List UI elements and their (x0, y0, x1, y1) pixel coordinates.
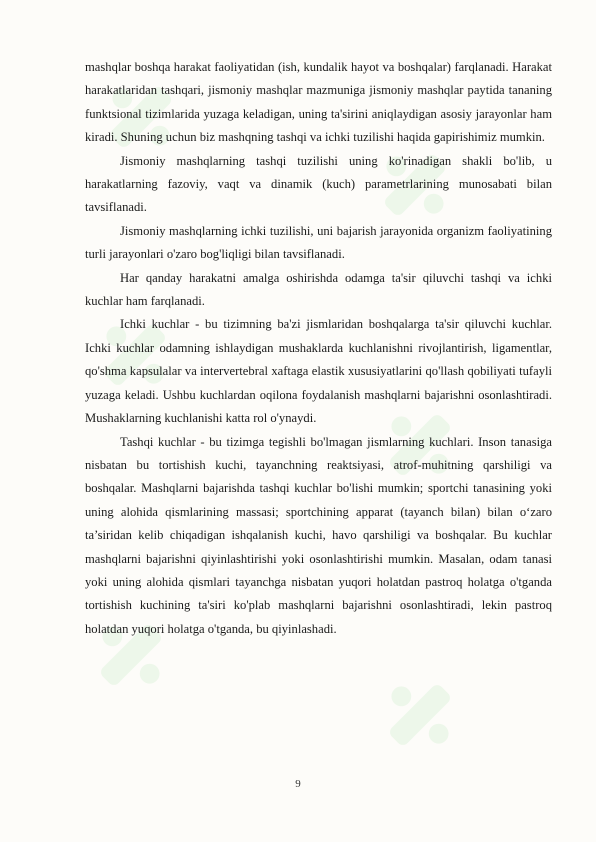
watermark-logo-icon (365, 660, 475, 770)
paragraph: Tashqi kuchlar - bu tizimga tegishli bo'lmagan jismlarning kuchlari. Inson tanasiga nisbatan bu tortishish kuchi, tayanchning reaktsiyasi, atrof-muhitning qarshiligi va boshqalar. Mashqlarni bajarishda tashqi kuchlar bo'lishi mumkin; sportchi tanasining yoki uning alohida qismlarining massasi; sportchining apparat (tayanch bilan) bilan o‘zaro ta’siridan kelib chiqadigan ishqalanish kuchi, havo qarshiligi va boshqalar. Bu kuchlar mashqlarni bajarishni qiyinlashtirishi yoki osonlashtirishi mumkin. Masalan, odam tanasi yoki uning alohida qismlari tayanchga nisbatan yuqori holatdan pastroq holatga o'tganda tortishish kuchining ta'siri ko'plab mashqlarni bajarishni osonlashtiradi, lekin pastroq holatdan yuqori holatga o'tganda, bu qiyinlashadi. (85, 434, 552, 636)
paragraph: Jismoniy mashqlarning ichki tuzilishi, uni bajarish jarayonida organizm faoliyatining turli jarayonlari o'zaro bog'liqligi bilan tavsiflanadi. (85, 223, 552, 262)
paragraph: Har qanday harakatni amalga oshirishda odamga ta'sir qiluvchi tashqi va ichki kuchlar ham farqlanadi. (85, 270, 552, 309)
document-body (85, 56, 552, 641)
page-number: 9 (295, 778, 301, 790)
paragraph: mashqlar boshqa harakat faoliyatidan (ish, kundalik hayot va boshqalar) farqlanadi. Harakat harakatlaridan tashqari, jismoniy mashqlar mazmuniga jismoniy mashqlar paytida tananing funktsional tizimlarida yuzaga keladigan, uning ta'sirini aniqlaydigan asosiy jarayonlar ham kiradi. Shuning uchun biz mashqning tashqi va ichki tuzilishi haqida gapirishimiz mumkin. (85, 60, 552, 145)
paragraph: Jismoniy mashqlarning tashqi tuzilishi uning ko'rinadigan shakli bo'lib, u harakatlarning fazoviy, vaqt va dinamik (kuch) parametrlarining munosabati bilan tavsiflanadi. (85, 153, 552, 215)
paragraph: Ichki kuchlar - bu tizimning ba'zi jismlaridan boshqalarga ta'sir qiluvchi kuchlar. Ichki kuchlar odamning ishlaydigan mushaklarda kuchlanishni rivojlantirish, ligamentlar, qo'shma kapsulalar va intervertebral xaftaga elastik xususiyatlarini qo'llash qobiliyati tufayli yuzaga keladi. Ushbu kuchlardan oqilona foydalanish mashqlarni bajarishni osonlashtiradi. Mushaklarning kuchlanishi katta rol o'ynaydi. (85, 317, 552, 426)
